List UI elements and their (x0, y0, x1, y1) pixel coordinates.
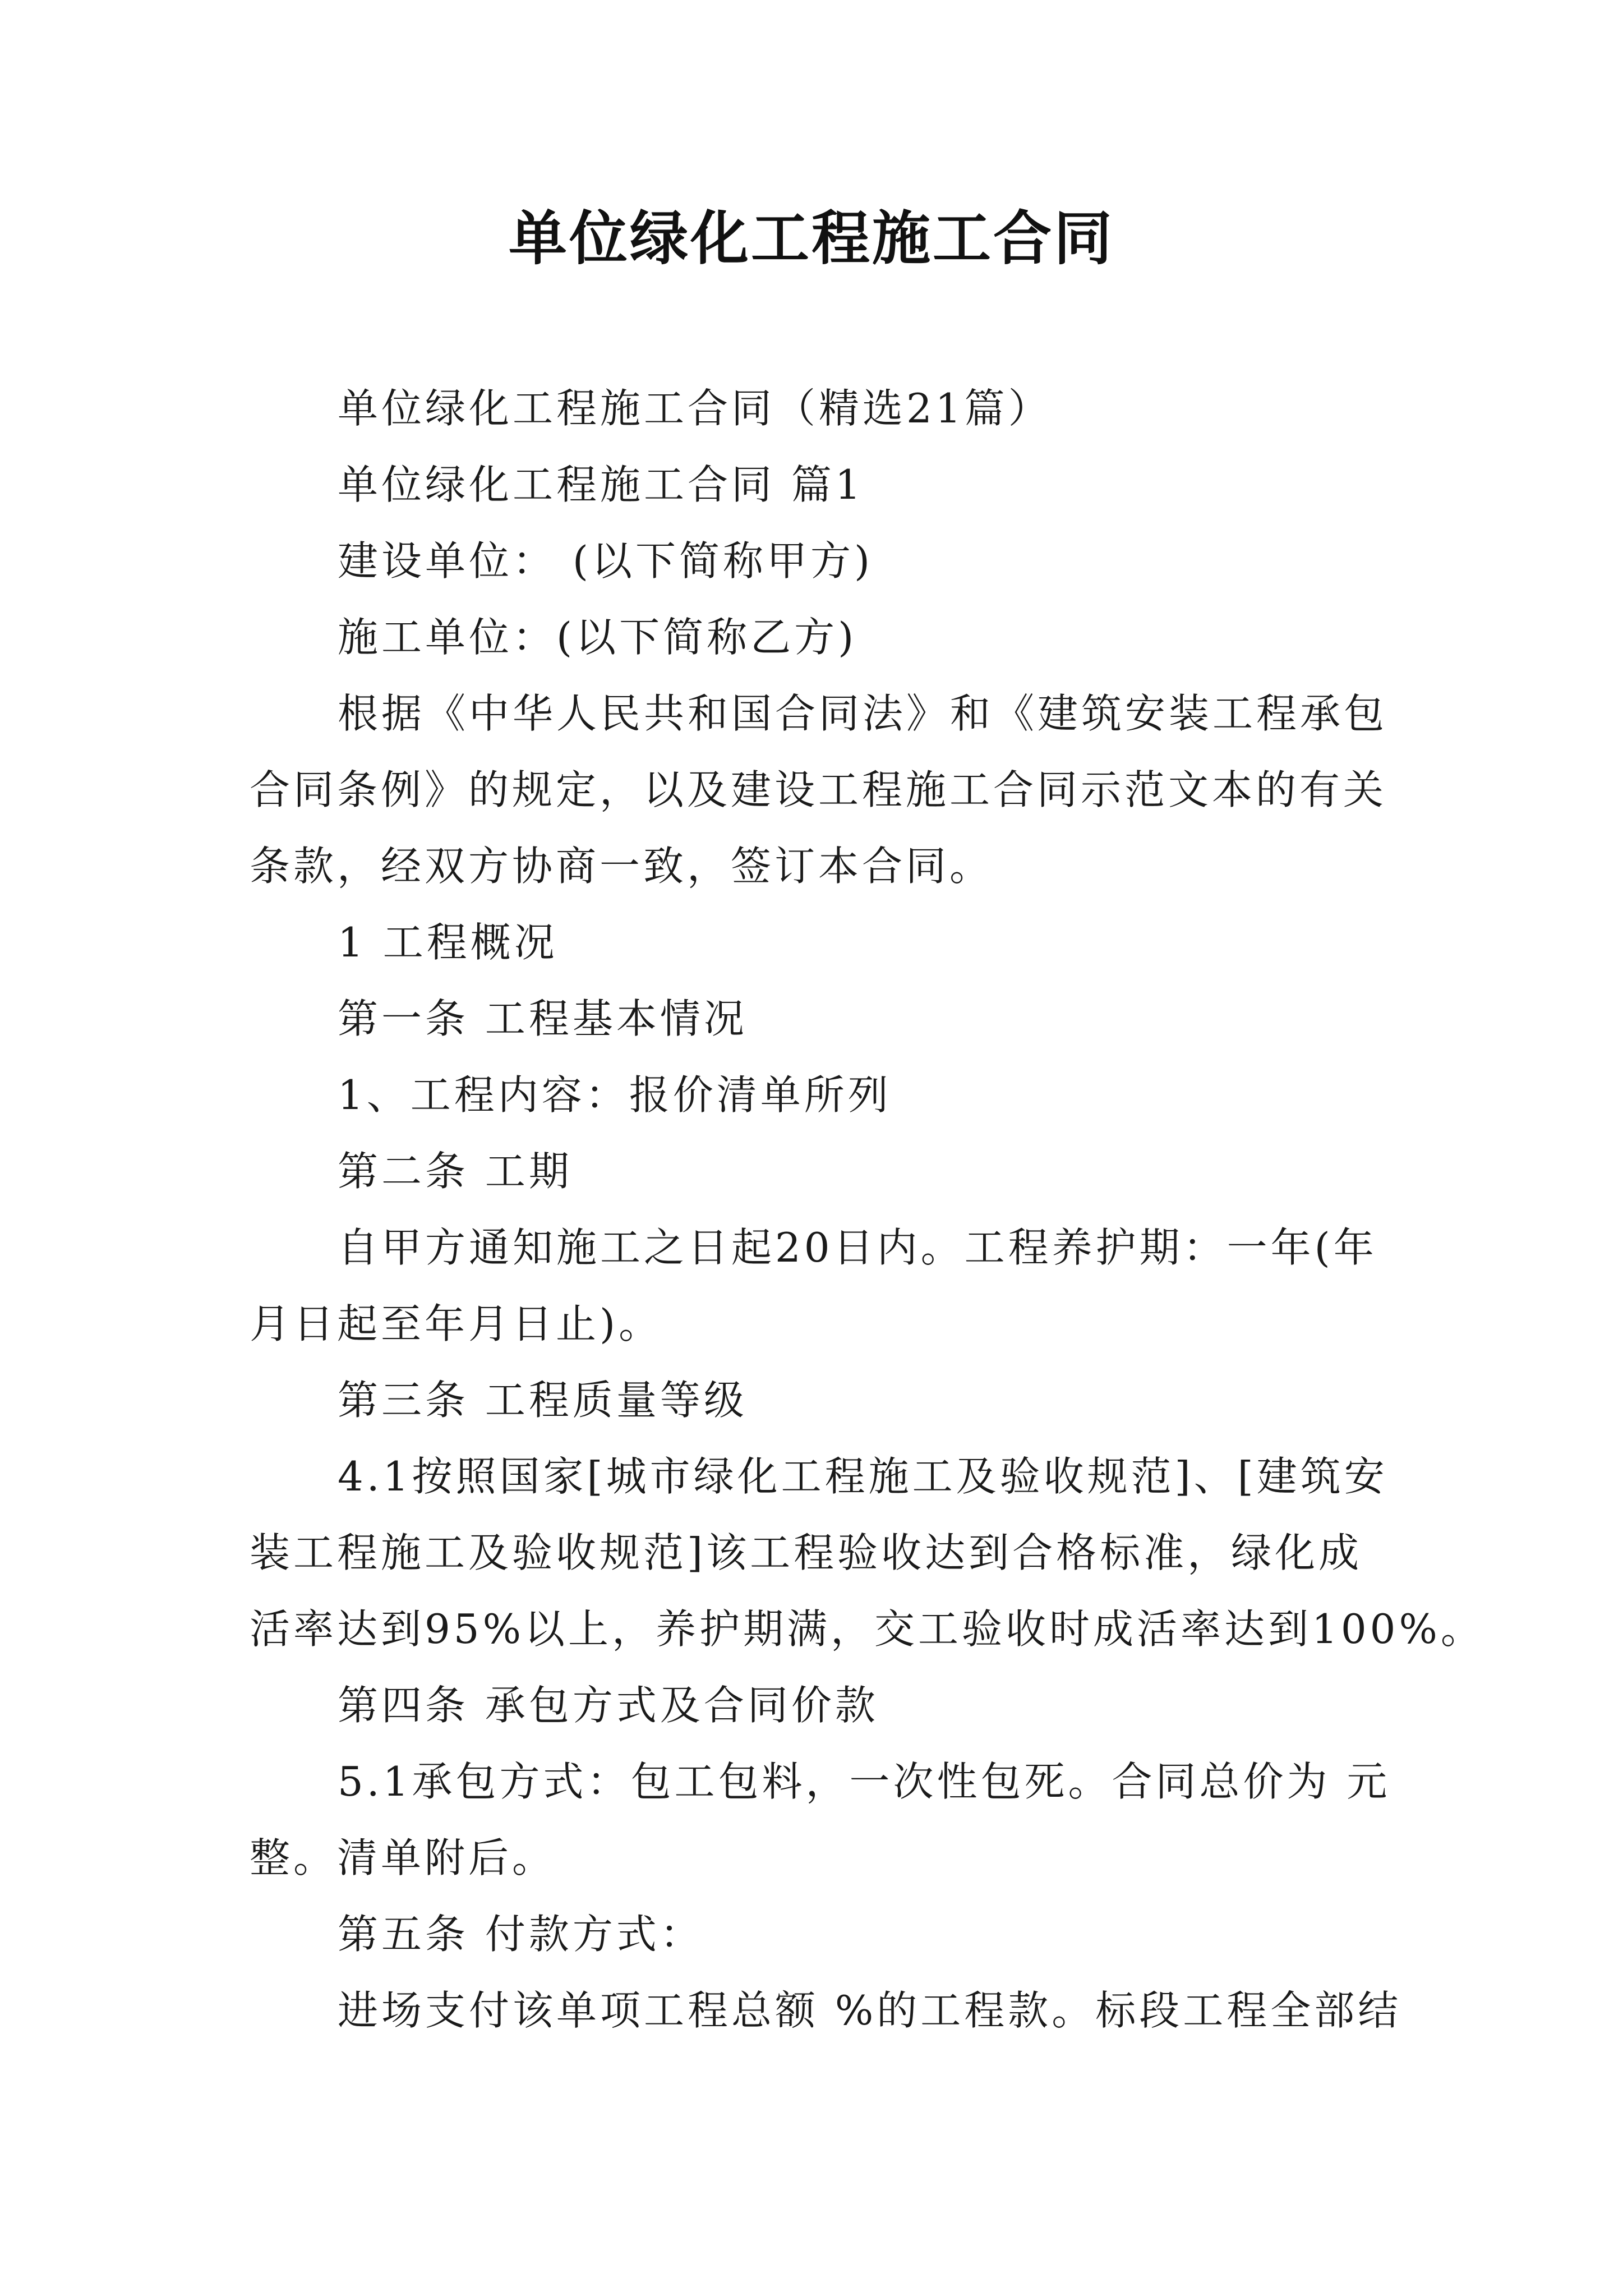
paragraph-line: 活率达到95%以上，养护期满，交工验收时成活率达到100%。 (250, 1605, 1484, 1653)
article-heading: 第三条 工程质量等级 (338, 1377, 748, 1424)
paragraph-line: 施工单位：(以下简称乙方) (338, 614, 857, 661)
paragraph-line: 装工程施工及验收规范]该工程验收达到合格标准，绿化成 (250, 1529, 1363, 1576)
paragraph-line: 进场支付该单项工程总额 %的工程款。标段工程全部结 (338, 1987, 1402, 2034)
paragraph-line: 1、工程内容：报价清单所列 (338, 1071, 892, 1119)
document-title: 单位绿化工程施工合同 (508, 204, 1114, 273)
section-heading: 1 工程概况 (338, 919, 558, 966)
article-heading: 第四条 承包方式及合同价款 (338, 1682, 879, 1729)
document-body (250, 370, 1484, 2049)
paragraph-line: 建设单位： (以下简称甲方) (338, 537, 874, 585)
paragraph-line: 5.1承包方式：包工包料，一次性包死。合同总价为 元 (338, 1758, 1391, 1805)
paragraph-line: 自甲方通知施工之日起20日内。工程养护期：一年(年 (338, 1224, 1377, 1271)
paragraph-line: 单位绿化工程施工合同 篇1 (338, 461, 864, 508)
paragraph-line: 单位绿化工程施工合同（精选21篇） (338, 385, 1052, 432)
paragraph-line: 4.1按照国家[城市绿化工程施工及验收规范]、[建筑安 (338, 1453, 1388, 1500)
paragraph-line: 条款，经双方协商一致，签订本合同。 (250, 843, 994, 890)
paragraph-line: 月日起至年月日止)。 (250, 1300, 663, 1347)
paragraph-line: 根据《中华人民共和国合同法》和《建筑安装工程承包 (338, 690, 1388, 737)
article-heading: 第二条 工期 (338, 1148, 573, 1195)
paragraph-line: 整。清单附后。 (250, 1834, 556, 1881)
article-heading: 第一条 工程基本情况 (338, 995, 748, 1042)
article-heading: 第五条 付款方式： (338, 1911, 704, 1958)
paragraph-line: 合同条例》的规定，以及建设工程施工合同示范文本的有关 (250, 766, 1387, 813)
